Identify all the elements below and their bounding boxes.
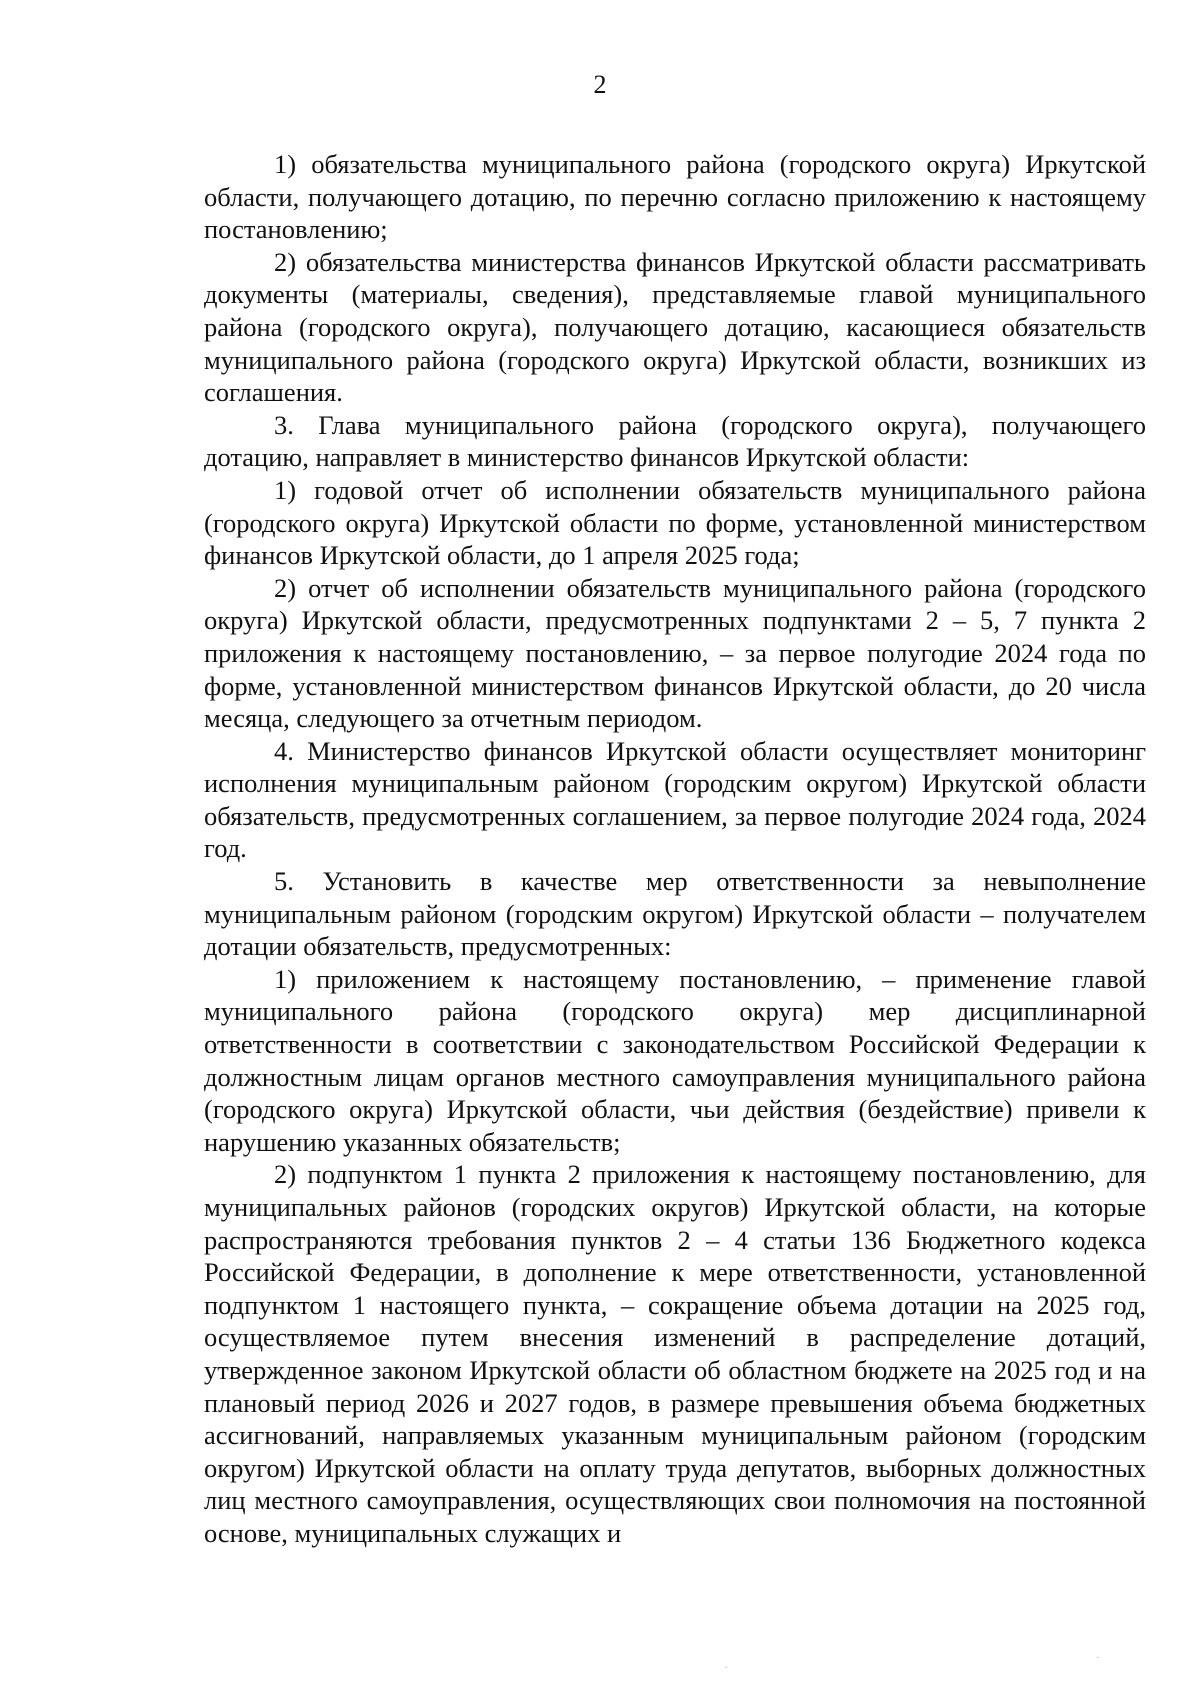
paragraph-5-2: 2) подпунктом 1 пункта 2 приложения к настоящему постановлению, для муниципальных районов (городских округов) Иркутской области, на которые распространяются требования пунктов 2 – 4 статьи 136 Бюджетного кодекса Российской Федерации, в дополнение к мере ответственности, установленной подпунктом 1 настоящего пункта, – сокращение объема дотации на 2025 год, осуществляемое путем внесения изменений в распределение дотаций, утвержденное законом Иркутской области об областном бюджете на 2025 год и на плановый период 2026 и 2027 годов, в размере превышения объема бюджетных ассигнований, направляемых указанным муниципальным районом (городским округом) Иркутской области на оплату труда депутатов, выборных должностных лиц местного самоуправления, осуществляющих свои полномочия на постоянной основе, муниципальных служащих и (204, 1159, 1146, 1548)
scan-dot: · (724, 1660, 728, 1674)
document-body (204, 148, 1146, 1550)
scan-dot: · (1096, 1650, 1100, 1664)
page-number: 2 (593, 70, 607, 99)
paragraph-3-1: 1) годовой отчет об исполнении обязательств муниципального района (городского округа) Иркутской области по форме, установленной министерством финансов Иркутской области, до 1 апреля 2025 года; (204, 474, 1146, 571)
paragraph-3-2: 2) отчет об исполнении обязательств муниципального района (городского округа) Иркутской области, предусмотренных подпунктами 2 – 5, 7 пункта 2 приложения к настоящему постановлению, – за первое полугодие 2024 года по форме, установленной министерством финансов Иркутской области, до 20 числа месяца, следующего за отчетным периодом. (204, 572, 1146, 734)
paragraph-4: 4. Министерство финансов Иркутской области осуществляет мониторинг исполнения муниципальным районом (городским округом) Иркутской области обязательств, предусмотренных соглашением, за первое полугодие 2024 года, 2024 год. (204, 735, 1146, 864)
paragraph-5-1: 1) приложением к настоящему постановлению, – применение главой муниципального района (городского округа) мер дисциплинарной ответственности в соответствии с законодательством Российской Федерации к должностным лицам органов местного самоуправления муниципального района (городского округа) Иркутской области, чьи действия (бездействие) привели к нарушению указанных обязательств; (204, 963, 1146, 1157)
paragraph-3: 3. Глава муниципального района (городского округа), получающего дотацию, направляет в министерство финансов Иркутской области: (204, 409, 1146, 473)
paragraph-2-1: 1) обязательства муниципального района (городского округа) Иркутской области, получающего дотацию, по перечню согласно приложению к настоящему постановлению; (204, 149, 1146, 245)
paragraph-2-2: 2) обязательства министерства финансов Иркутской области рассматривать документы (материалы, сведения), представляемые главой муниципального района (городского округа), получающего дотацию, касающиеся обязательств муниципального района (городского округа) Иркутской области, возникших из соглашения. (204, 246, 1146, 408)
paragraph-5: 5. Установить в качестве мер ответственности за невыполнение муниципальным районом (городским округом) Иркутской области – получателем дотации обязательств, предусмотренных: (204, 866, 1146, 962)
